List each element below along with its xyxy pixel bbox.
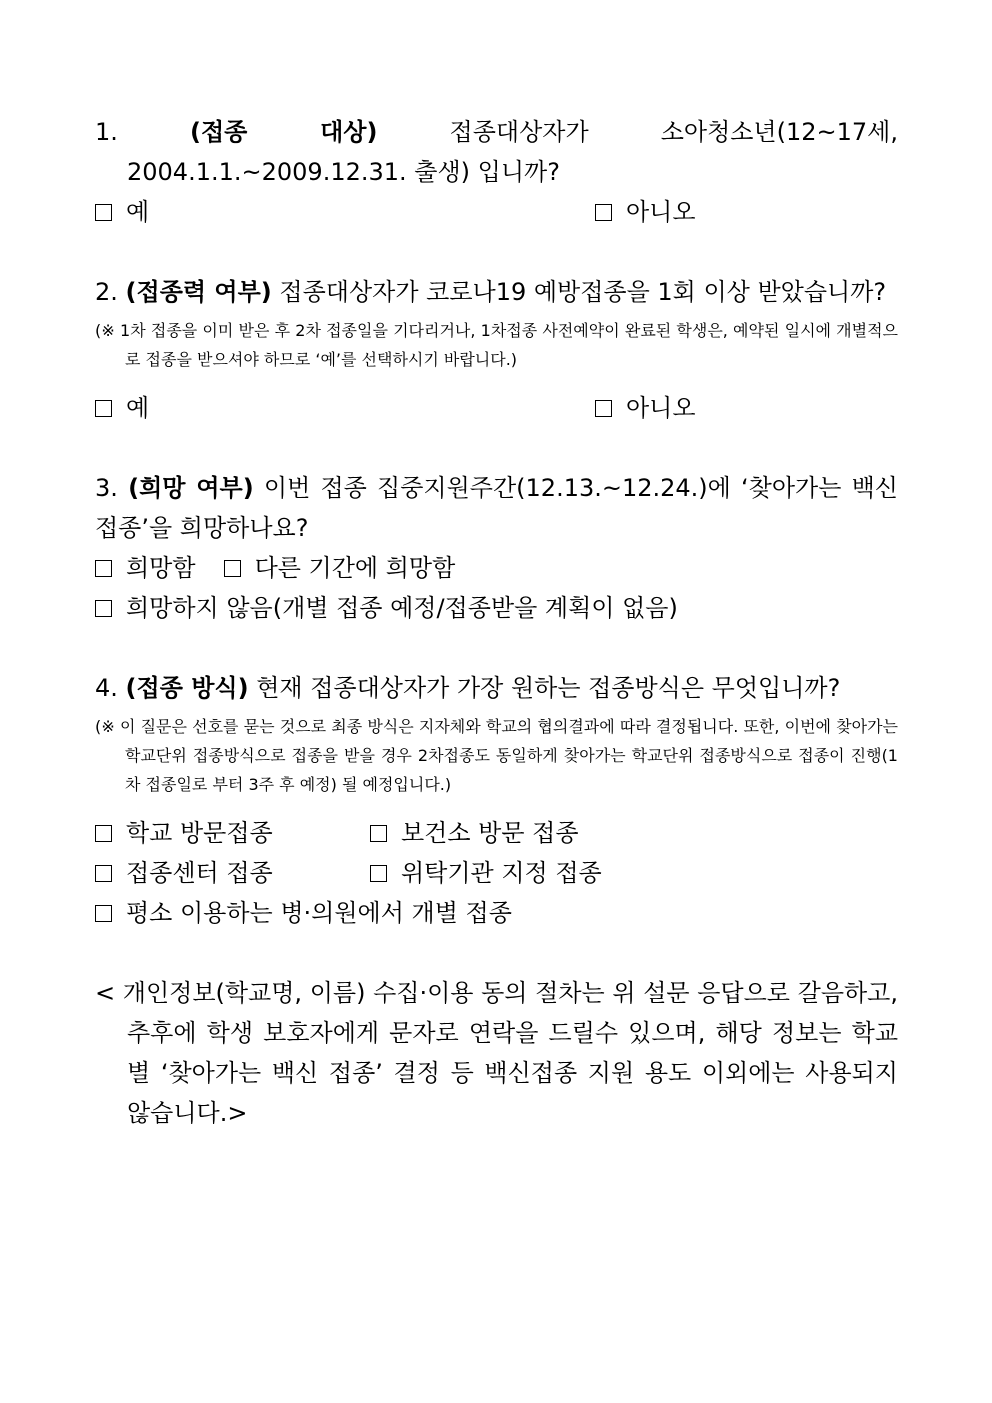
option-label: 희망함 [126,554,196,582]
question-tag: (접종 방식) [125,674,249,702]
option-label: 예 [126,198,150,226]
option-label: 아니오 [626,394,696,422]
question-2-note: (※ 1차 접종을 이미 받은 후 2차 접종일을 기다리거나, 1차접종 사전예약이 완료된 학생은, 예약된 일시에 개별적으로 접종을 받으셔야 하므로 ‘예’를 선택하시기 바랍니다.) [95,321,898,369]
question-number: 4. [95,674,118,702]
question-text: 이번 접종 집중지원주간(12.13.~12.24.)에 ‘찾아가는 백신 접종’을 희망하나요? [95,474,898,542]
privacy-notice: < 개인정보(학교명, 이름) 수집·이용 동의 절차는 위 설문 응답으로 갈음하고, 추후에 학생 보호자에게 문자로 연락을 드릴수 있으며, 해당 정보는 학교별 ‘찾아가는 백신 접종’ 결정 등 백신접종 지원 용도 이외에는 사용되지 않습니다.> [95,979,898,1127]
checkbox-icon[interactable] [595,400,612,417]
checkbox-icon[interactable] [370,825,387,842]
option-label: 학교 방문접종 [126,819,273,847]
option-label: 위탁기관 지정 접종 [401,859,602,887]
checkbox-icon[interactable] [95,400,112,417]
question-2 [95,272,898,312]
checkbox-icon[interactable] [95,905,112,922]
q4-option-personal-clinic[interactable] [95,893,512,933]
q2-option-yes[interactable] [95,388,149,428]
q2-option-no[interactable] [595,388,696,428]
checkbox-icon[interactable] [95,560,112,577]
survey-page [95,112,898,1133]
question-1 [95,112,898,192]
q4-option-health-center[interactable] [370,813,579,853]
question-text: 현재 접종대상자가 가장 원하는 접종방식은 무엇입니까? [256,674,841,702]
option-label: 아니오 [626,198,696,226]
q4-options-row-1 [95,813,898,853]
q4-options-row-3 [95,893,898,933]
question-tag: (접종 대상) [189,118,378,146]
checkbox-icon[interactable] [370,865,387,882]
question-3 [95,468,898,548]
q1-option-yes[interactable] [95,192,149,232]
q3-option-hope[interactable] [95,548,196,588]
checkbox-icon[interactable] [95,204,112,221]
question-tag: (접종력 여부) [125,278,272,306]
question-4 [95,668,898,708]
q3-option-no-hope[interactable] [95,588,678,628]
q3-option-other-period[interactable] [224,548,456,588]
checkbox-icon[interactable] [95,825,112,842]
q2-options [95,388,898,428]
option-label: 예 [126,394,150,422]
q4-option-vaccination-center[interactable] [95,853,273,893]
q1-option-no[interactable] [595,192,696,232]
option-label: 평소 이용하는 병·의원에서 개별 접종 [126,899,512,927]
q4-option-designated-clinic[interactable] [370,853,602,893]
question-tag: (희망 여부) [128,474,254,502]
option-label: 희망하지 않음(개별 접종 예정/접종받을 계획이 없음) [126,594,678,622]
question-number: 3. [95,474,118,502]
question-number: 2. [95,278,118,306]
option-label: 접종센터 접종 [126,859,273,887]
question-text: 접종대상자가 코로나19 예방접종을 1회 이상 받았습니까? [279,278,887,306]
question-number: 1. [95,118,118,146]
option-label: 다른 기간에 희망함 [254,554,456,582]
q3-options-row-2 [95,588,898,628]
q1-options [95,192,898,232]
checkbox-icon[interactable] [95,865,112,882]
q3-options-row-1 [95,548,898,588]
checkbox-icon[interactable] [595,204,612,221]
q4-option-school-visit[interactable] [95,813,273,853]
q4-options-row-2 [95,853,898,893]
question-4-note: (※ 이 질문은 선호를 묻는 것으로 최종 방식은 지자체와 학교의 협의결과에 따라 결정됩니다. 또한, 이번에 찾아가는 학교단위 접종방식으로 접종을 받을 경우 2차접종도 동일하게 찾아가는 학교단위 접종방식으로 접종이 진행(1차 접종일로 부터 3주 후 예정) 될 예정입니다.) [95,717,898,794]
question-text: 접종대상자가 소아청소년(12~17세, 2004.1.1.~2009.12.31. 출생) 입니까? [127,118,898,186]
checkbox-icon[interactable] [224,560,241,577]
option-label: 보건소 방문 접종 [401,819,579,847]
checkbox-icon[interactable] [95,600,112,617]
